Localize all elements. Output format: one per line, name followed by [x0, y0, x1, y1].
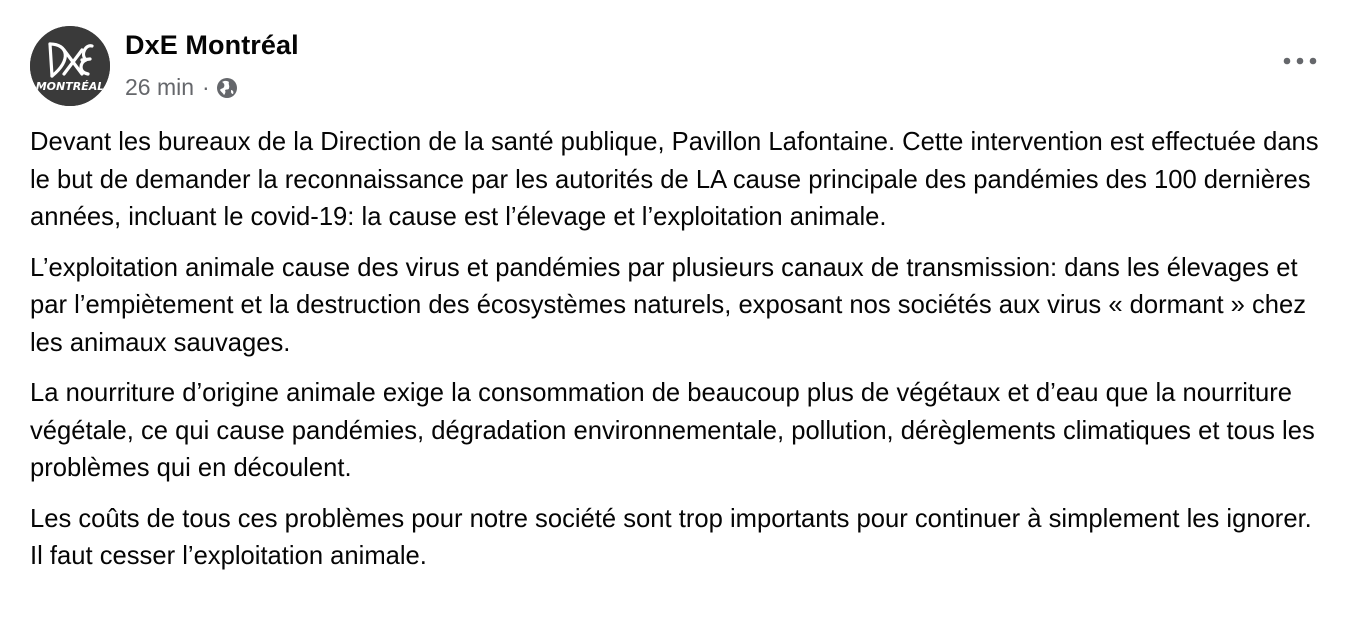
post-meta [125, 72, 238, 102]
globe-icon[interactable] [216, 77, 238, 99]
more-options-icon [1283, 57, 1317, 65]
post-paragraph: Devant les bureaux de la Direction de la santé publique, Pavillon Lafontaine. Cette intervention est effectuée dans le but de demander la reconnaissance par les autorités de LA cause principale des pandémies des 100 dernières années, incluant le covid-19: la cause est l’élevage et l’exploitation animale. [30, 128, 1319, 231]
post-paragraph: Les coûts de tous ces problèmes pour notre société sont trop importants pour continuer à simplement les ignorer. Il faut cesser l’exploitation animale. [30, 504, 1312, 570]
post-paragraph: La nourriture d’origine animale exige la consommation de beaucoup plus de végétaux et d’eau que la nourriture végétale, ce qui cause pandémies, dégradation environnementale, pollution, dérèglements climatiques et tous les problèmes qui en découlent. [30, 379, 1315, 482]
more-options-button[interactable] [1280, 48, 1320, 74]
avatar-sub-text: MONTRÉAL [35, 80, 105, 93]
post-header [30, 26, 1320, 106]
author-name[interactable]: DxE Montréal [125, 30, 299, 60]
meta-separator: · [202, 73, 210, 100]
dxe-logo-icon [30, 26, 110, 106]
avatar[interactable] [30, 26, 110, 106]
post-body [30, 124, 1330, 589]
post-time[interactable]: 26 min [125, 73, 195, 100]
post-paragraph: L’exploitation animale cause des virus et pandémies par plusieurs canaux de transmission: dans les élevages et par l’empiètement et la destruction des écosystèmes naturels, exposant nos sociétés aux virus « dormant » chez les animaux sauvages. [30, 253, 1307, 357]
